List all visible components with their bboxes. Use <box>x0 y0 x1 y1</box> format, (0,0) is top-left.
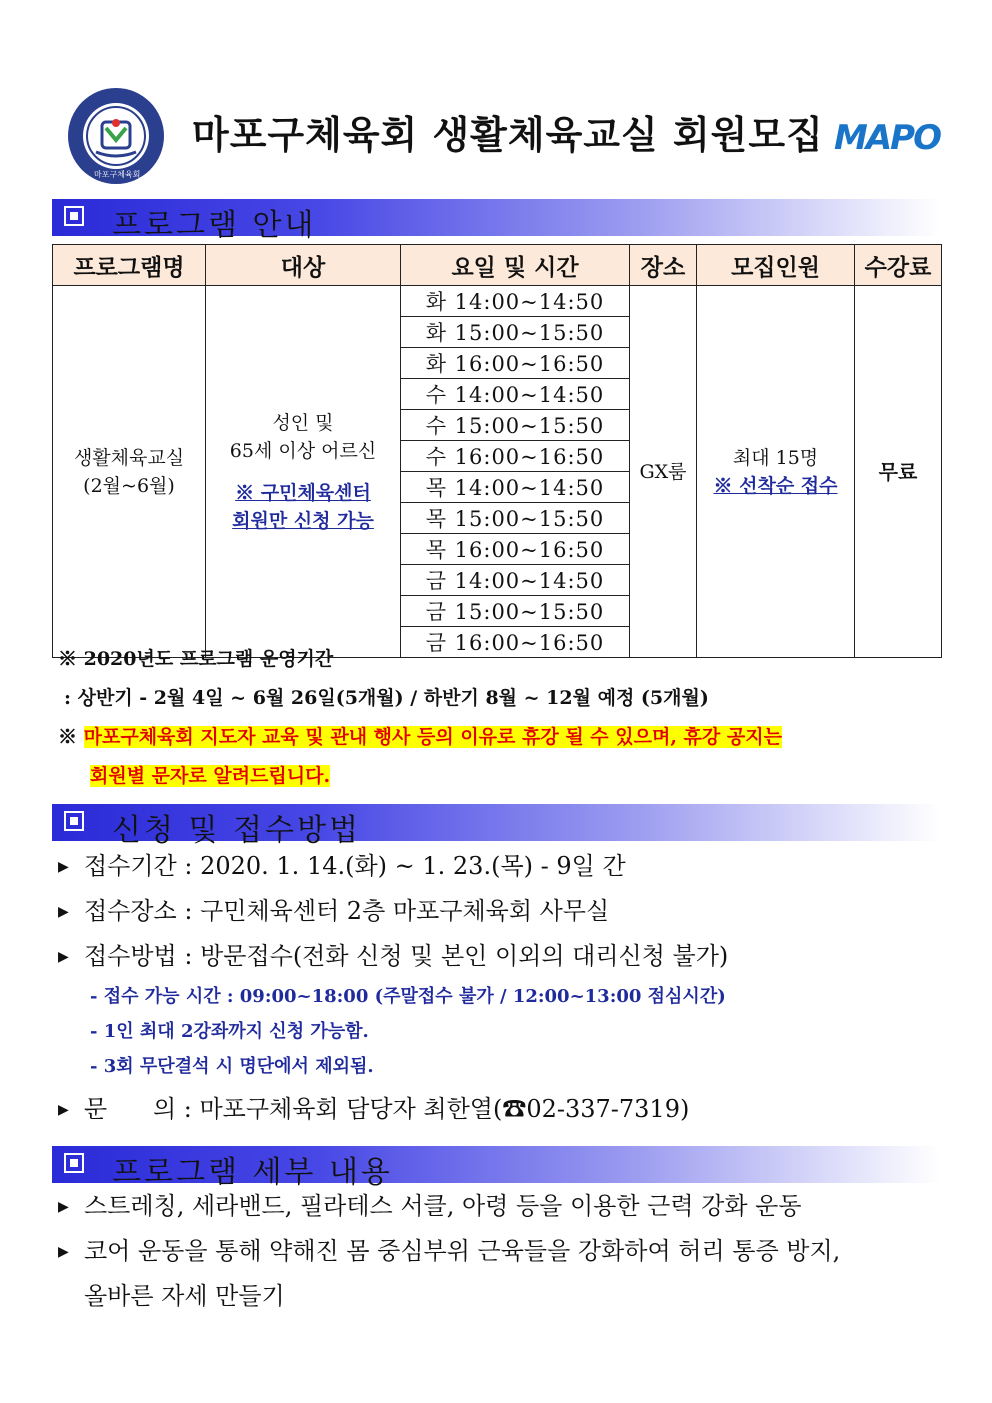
capacity-note: ※ 선착순 접수 <box>713 474 838 497</box>
triangle-bullet-icon: ▶ <box>58 1244 69 1260</box>
target-note: ※ 구민체육센터 <box>235 481 371 504</box>
square-bullet-icon <box>64 1153 84 1173</box>
list-item: ▶ 접수기간 : 2020. 1. 14.(화) ~ 1. 23.(목) - 9일 간 <box>58 852 626 880</box>
table-header-row <box>53 245 942 286</box>
triangle-bullet-icon: ▶ <box>58 904 69 920</box>
capacity-cell <box>697 286 855 658</box>
mapo-logo: MAPO <box>834 118 940 158</box>
notice-line <box>90 761 330 788</box>
col-header: 대상 <box>206 245 401 286</box>
time-slot: 화 14:00~14:50 <box>401 286 630 317</box>
square-bullet-icon <box>64 206 84 226</box>
time-slot: 금 15:00~15:50 <box>401 596 630 627</box>
logo-bottom-text: 마포구체육회 <box>94 170 141 179</box>
sub-item: - 3회 무단결석 시 명단에서 제외됨. <box>90 1056 374 1077</box>
time-slot: 목 15:00~15:50 <box>401 503 630 534</box>
sports-council-logo <box>66 86 166 186</box>
col-header: 장소 <box>630 245 697 286</box>
list-item: ▶ 스트레칭, 세라밴드, 필라테스 서클, 아령 등을 이용한 근력 강화 운동 <box>58 1192 802 1220</box>
col-header: 모집인원 <box>697 245 855 286</box>
section-title: 프로그램 안내 <box>112 208 317 243</box>
triangle-bullet-icon: ▶ <box>58 1199 69 1215</box>
target-line: 성인 및 <box>272 411 334 434</box>
time-slot: 금 16:00~16:50 <box>401 627 630 658</box>
fee-cell: 무료 <box>855 286 942 658</box>
time-slot: 수 15:00~15:50 <box>401 410 630 441</box>
list-item: ▶ 문 의 : 마포구체육회 담당자 최한열(☎02-337-7319) <box>58 1095 690 1123</box>
time-slot: 금 14:00~14:50 <box>401 565 630 596</box>
sub-item: - 접수 가능 시간 : 09:00~18:00 (주말접수 불가 / 12:00~13:00 점심시간) <box>90 986 726 1007</box>
triangle-bullet-icon: ▶ <box>58 1102 69 1118</box>
notice-text: 마포구체육회 지도자 교육 및 관내 행사 등의 이유로 휴강 될 수 있으며, 휴강 공지는 <box>83 726 782 748</box>
target-line: 65세 이상 어르신 <box>229 439 377 462</box>
program-period: (2월~6월) <box>83 474 175 497</box>
list-item: ▶ 코어 운동을 통해 약해진 몸 중심부위 근육들을 강화하여 허리 통증 방지, <box>58 1237 841 1265</box>
col-header: 수강료 <box>855 245 942 286</box>
program-name-cell <box>53 286 206 658</box>
triangle-bullet-icon: ▶ <box>58 949 69 965</box>
target-note: 회원만 신청 가능 <box>232 509 374 532</box>
program-name: 생활체육교실 <box>73 446 185 469</box>
capacity: 최대 15명 <box>732 446 819 469</box>
notice-text: 회원별 문자로 알려드립니다. <box>90 765 331 787</box>
list-item: ▶ 접수방법 : 방문접수(전화 신청 및 본인 이외의 대리신청 불가) <box>58 942 729 970</box>
section-bar-application <box>52 804 940 848</box>
time-slot: 화 15:00~15:50 <box>401 317 630 348</box>
program-table <box>52 244 942 658</box>
list-item-continuation: 올바른 자세 만들기 <box>84 1282 285 1310</box>
time-slot: 목 16:00~16:50 <box>401 534 630 565</box>
period-detail: : 상반기 - 2월 4일 ~ 6월 26일(5개월) / 하반기 8월 ~ 12월 예정 (5개월) <box>64 687 709 709</box>
time-slot: 수 14:00~14:50 <box>401 379 630 410</box>
triangle-bullet-icon: ▶ <box>58 859 69 875</box>
time-slot: 수 16:00~16:50 <box>401 441 630 472</box>
col-header: 요일 및 시간 <box>401 245 630 286</box>
page-title: 마포구체육회 생활체육교실 회원모집 <box>192 113 824 157</box>
notice-mark: ※ <box>58 726 78 748</box>
section-title: 프로그램 세부 내용 <box>112 1155 393 1190</box>
section-bar-program-info <box>52 199 940 243</box>
col-header: 프로그램명 <box>53 245 206 286</box>
time-slot: 화 16:00~16:50 <box>401 348 630 379</box>
place-cell: GX룸 <box>630 286 697 658</box>
time-slot: 목 14:00~14:50 <box>401 472 630 503</box>
notice-line <box>58 722 782 749</box>
period-title: ※ 2020년도 프로그램 운영기간 <box>58 648 334 670</box>
sub-item: - 1인 최대 2강좌까지 신청 가능함. <box>90 1021 369 1042</box>
section-bar-details <box>52 1146 940 1190</box>
square-bullet-icon <box>64 811 84 831</box>
target-cell <box>206 286 401 658</box>
list-item: ▶ 접수장소 : 구민체육센터 2층 마포구체육회 사무실 <box>58 897 610 925</box>
section-title: 신청 및 접수방법 <box>112 813 361 848</box>
